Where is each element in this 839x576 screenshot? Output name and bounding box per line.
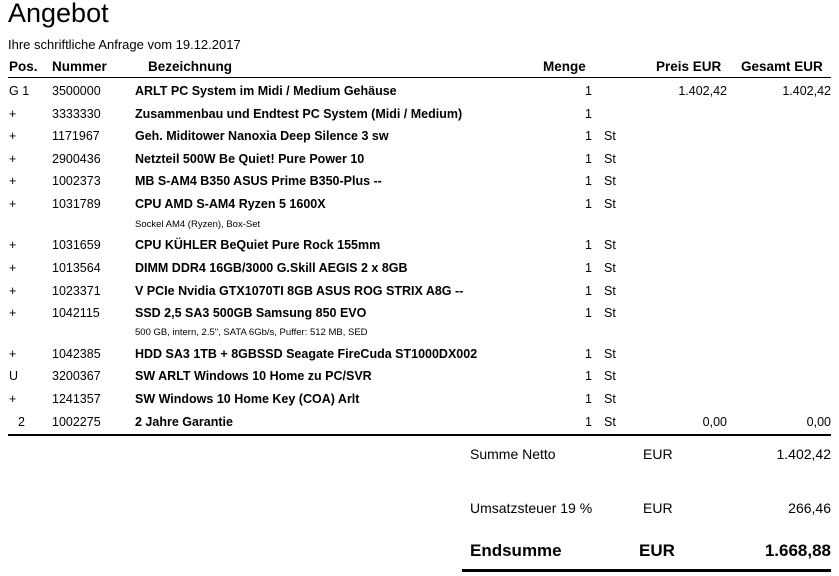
- summe-netto-value: 1.402,42: [776, 446, 831, 462]
- row-nummer: 3500000: [52, 84, 101, 98]
- row-pos: +: [9, 261, 17, 275]
- header-menge: Menge: [543, 59, 586, 74]
- table-bottom-divider: [8, 434, 831, 436]
- row-pos: +: [9, 129, 17, 143]
- row-menge: 1: [585, 284, 592, 298]
- table-row: [0, 415, 839, 435]
- row-gesamt: 0,00: [806, 415, 831, 429]
- summe-netto-label: Summe Netto: [470, 446, 556, 462]
- row-pos: +: [9, 197, 17, 211]
- row-bezeichnung: Geh. Miditower Nanoxia Deep Silence 3 sw: [135, 129, 389, 143]
- row-menge: 1: [585, 347, 592, 361]
- row-menge: 1: [585, 129, 592, 143]
- row-nummer: 1031789: [52, 197, 101, 211]
- umsatzsteuer-currency: EUR: [643, 500, 673, 516]
- table-row: [0, 84, 839, 104]
- row-preis: 1.402,42: [678, 84, 727, 98]
- header-nummer: Nummer: [52, 59, 107, 74]
- row-nummer: 1042385: [52, 347, 101, 361]
- row-bezeichnung: DIMM DDR4 16GB/3000 G.Skill AEGIS 2 x 8GB: [135, 261, 408, 275]
- row-nummer: 2900436: [52, 152, 101, 166]
- row-bezeichnung: 2 Jahre Garantie: [135, 415, 233, 429]
- row-nummer: 1002275: [52, 415, 101, 429]
- row-einheit: St: [604, 261, 616, 275]
- table-row: [0, 129, 839, 149]
- header-bezeichnung: Bezeichnung: [148, 59, 233, 74]
- row-nummer: 1013564: [52, 261, 101, 275]
- row-einheit: St: [604, 284, 616, 298]
- row-menge: 1: [585, 197, 592, 211]
- row-pos: +: [9, 347, 17, 361]
- table-row: [0, 197, 839, 217]
- row-nummer: 1171967: [52, 129, 100, 143]
- row-nummer: 1023371: [52, 284, 101, 298]
- row-pos: +: [9, 238, 17, 252]
- row-nummer: 3200367: [52, 369, 101, 383]
- row-bezeichnung: MB S-AM4 B350 ASUS Prime B350-Plus --: [135, 174, 382, 188]
- row-bezeichnung: Zusammenbau und Endtest PC System (Midi / Medium): [135, 107, 463, 121]
- row-einheit: St: [604, 197, 616, 211]
- row-einheit: St: [604, 129, 616, 143]
- header-gesamt: Gesamt EUR: [741, 59, 823, 74]
- table-row: [0, 284, 839, 304]
- row-nummer: 1042115: [52, 306, 100, 320]
- umsatzsteuer-value: 266,46: [788, 500, 831, 516]
- header-pos: Pos.: [9, 59, 38, 74]
- summe-netto-currency: EUR: [643, 446, 673, 462]
- row-einheit: St: [604, 415, 616, 429]
- document-title: Angebot: [8, 0, 109, 28]
- row-note: Sockel AM4 (Ryzen), Box-Set: [135, 219, 261, 230]
- header-preis: Preis EUR: [656, 59, 722, 74]
- row-pos: 2: [18, 415, 25, 429]
- row-pos: +: [9, 107, 17, 121]
- table-row: [0, 107, 839, 127]
- row-note: 500 GB, intern, 2.5", SATA 6Gb/s, Puffer: 512 MB, SED: [135, 327, 368, 338]
- row-pos: G 1: [9, 84, 30, 98]
- endsumme-currency: EUR: [639, 541, 675, 560]
- table-row: [0, 369, 839, 389]
- row-einheit: St: [604, 306, 616, 320]
- row-einheit: St: [604, 369, 616, 383]
- row-preis: 0,00: [702, 415, 727, 429]
- row-pos: +: [9, 174, 17, 188]
- row-nummer: 1002373: [52, 174, 101, 188]
- table-row: [0, 347, 839, 367]
- table-row: [0, 238, 839, 258]
- row-bezeichnung: SW ARLT Windows 10 Home zu PC/SVR: [135, 369, 372, 383]
- row-nummer: 1031659: [52, 238, 101, 252]
- row-einheit: St: [604, 392, 616, 406]
- row-bezeichnung: SSD 2,5 SA3 500GB Samsung 850 EVO: [135, 306, 367, 320]
- row-bezeichnung: ARLT PC System im Midi / Medium Gehäuse: [135, 84, 397, 98]
- row-pos: +: [9, 306, 17, 320]
- row-bezeichnung: SW Windows 10 Home Key (COA) Arlt: [135, 392, 360, 406]
- row-einheit: St: [604, 174, 616, 188]
- umsatzsteuer-label: Umsatzsteuer 19 %: [470, 500, 593, 516]
- row-menge: 1: [585, 174, 592, 188]
- row-menge: 1: [585, 392, 592, 406]
- row-pos: +: [9, 392, 17, 406]
- row-menge: 1: [585, 261, 592, 275]
- row-bezeichnung: HDD SA3 1TB + 8GBSSD Seagate FireCuda ST1000DX002: [135, 347, 478, 361]
- row-einheit: St: [604, 152, 616, 166]
- endsumme-value: 1.668,88: [764, 541, 831, 560]
- row-einheit: St: [604, 347, 616, 361]
- row-menge: 1: [585, 152, 592, 166]
- endsumme-label: Endsumme: [470, 541, 562, 560]
- row-menge: 1: [585, 238, 592, 252]
- row-bezeichnung: Netzteil 500W Be Quiet! Pure Power 10: [135, 152, 365, 166]
- table-row: [0, 152, 839, 172]
- row-bezeichnung: CPU AMD S-AM4 Ryzen 5 1600X: [135, 197, 326, 211]
- row-menge: 1: [585, 369, 592, 383]
- row-einheit: St: [604, 238, 616, 252]
- table-row: [0, 306, 839, 326]
- table-row: [0, 261, 839, 281]
- row-pos: U: [9, 369, 19, 383]
- endsumme-underline: [462, 569, 831, 572]
- row-gesamt: 1.402,42: [782, 84, 831, 98]
- header-divider: [8, 77, 831, 78]
- row-pos: +: [9, 284, 17, 298]
- table-row: [0, 174, 839, 194]
- table-row: [0, 392, 839, 412]
- row-menge: 1: [585, 306, 592, 320]
- row-menge: 1: [585, 84, 592, 98]
- row-nummer: 1241357: [52, 392, 101, 406]
- row-bezeichnung: CPU KÜHLER BeQuiet Pure Rock 155mm: [135, 238, 381, 252]
- row-nummer: 3333330: [52, 107, 101, 121]
- document-subtitle: Ihre schriftliche Anfrage vom 19.12.2017: [8, 37, 241, 52]
- row-menge: 1: [585, 415, 592, 429]
- row-pos: +: [9, 152, 17, 166]
- row-bezeichnung: V PCIe Nvidia GTX1070TI 8GB ASUS ROG STRIX A8G --: [135, 284, 464, 298]
- row-menge: 1: [585, 107, 592, 121]
